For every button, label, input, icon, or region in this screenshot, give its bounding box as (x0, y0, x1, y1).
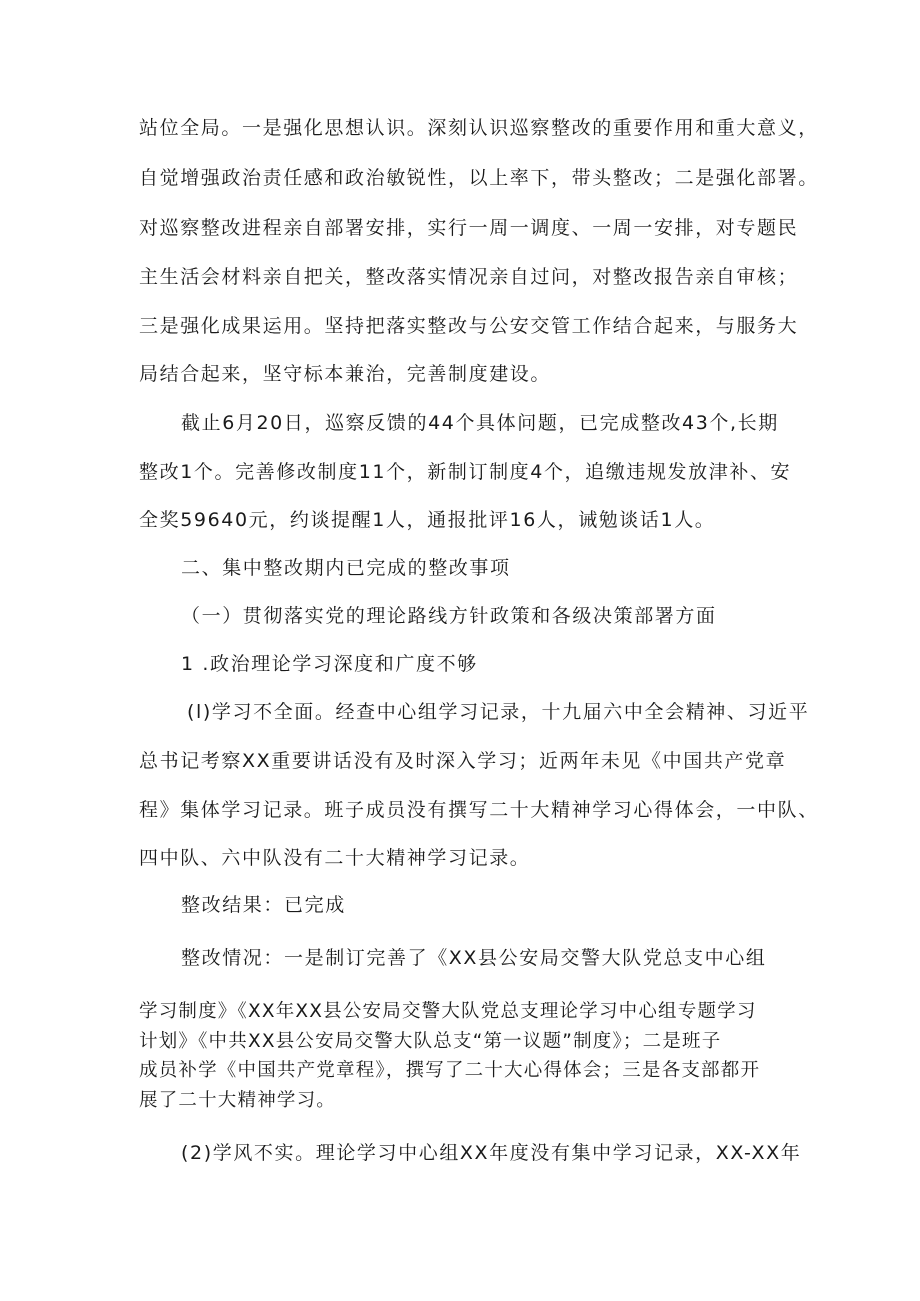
text-line: 全奖59640元，约谈提醒1人，通报批评16人，诫勉谈话1人。 (139, 509, 716, 531)
text-line: (2)学风不实。理论学习中心组XX年度没有集中学习记录，XX-XX年 (181, 1142, 802, 1164)
rectification-status: 整改情况：一是制订完善了《XX县公安局交警大队党总支中心组 (181, 947, 767, 969)
text-line: 程》集体学习记录。班子成员没有撰写二十大精神学习心得体会，一中队、 (139, 799, 819, 821)
text-line: (l)学习不全面。经查中心组学习记录，十九届六中全会精神、习近平 (187, 701, 810, 723)
text-line: 四中队、六中队没有二十大精神学习记录。 (139, 847, 531, 869)
text-line: 计划》《中共XX县公安局交警大队总支“第一议题”制度》；二是班子 (139, 1031, 722, 1052)
text-line: 学习制度》《XX年XX县公安局交警大队党总支理论学习中心组专题学习 (139, 1001, 757, 1022)
text-line: 三是强化成果运用。坚持把落实整改与公安交管工作结合起来，与服务大 (139, 315, 799, 337)
text-line: 主生活会材料亲自把关，整改落实情况亲自过问，对整改报告亲自审核； (139, 266, 799, 288)
text-line: 自觉增强政治责任感和政治敏锐性，以上率下，带头整改；二是强化部署。 (139, 167, 819, 189)
subsection-heading: （一）贯彻落实党的理论路线方针政策和各级决策部署方面 (181, 605, 717, 627)
text-line: 站位全局。一是强化思想认识。深刻认识巡察整改的重要作用和重大意义， (139, 117, 819, 139)
text-line: 成员补学《中国共产党章程》，撰写了二十大心得体会；三是各支部都开 (139, 1060, 761, 1081)
section-heading: 二、集中整改期内已完成的整改事项 (181, 557, 511, 579)
text-line: 整改1个。完善修改制度11个，新制订制度4个，追缴违规发放津补、安 (139, 461, 792, 483)
text-line: 局结合起来，坚守标本兼治，完善制度建设。 (139, 363, 552, 385)
text-line: 对巡察整改进程亲自部署安排，实行一周一调度、一周一安排，对专题民 (139, 217, 799, 239)
item-heading: 1 .政治理论学习深度和广度不够 (181, 653, 478, 675)
rectification-result: 整改结果：已完成 (181, 894, 346, 916)
text-line: 截止6月20日，巡察反馈的44个具体问题，已完成整改43个,长期 (181, 412, 779, 434)
text-line: 展了二十大精神学习。 (139, 1090, 337, 1111)
text-line: 总书记考察XX重要讲话没有及时深入学习；近两年未见《中国共产党章 (139, 750, 787, 772)
